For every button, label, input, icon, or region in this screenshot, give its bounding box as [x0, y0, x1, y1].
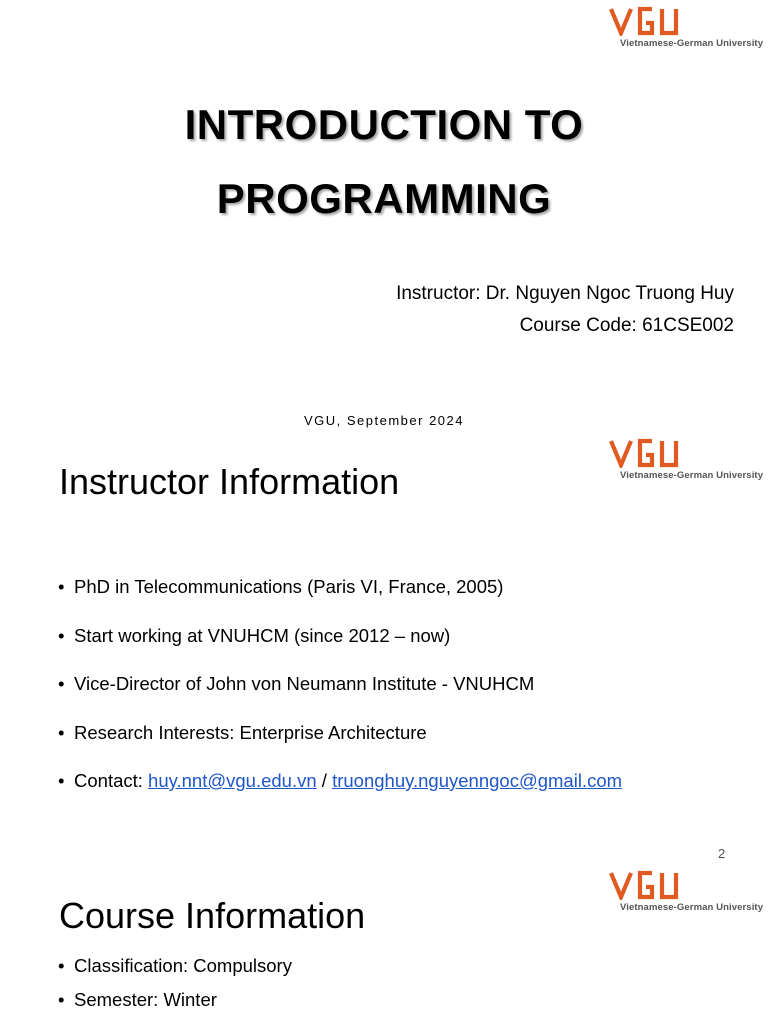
page-title	[0, 88, 768, 236]
instructor-slide	[0, 432, 768, 864]
logo-subtitle: Vietnamese-German University	[620, 38, 764, 49]
contact-label: Contact:	[74, 770, 149, 791]
email-link-vgu[interactable]: huy.nnt@vgu.edu.vn	[148, 770, 317, 791]
list-item: • Classification: Compulsory	[58, 953, 292, 979]
title-line-2: PROGRAMMING	[216, 175, 552, 222]
list-item: • PhD in Telecommunications (Paris VI, France, 2005)	[58, 573, 622, 601]
list-item: • Research Interests: Enterprise Architecture	[58, 719, 622, 747]
vgu-logo	[608, 6, 764, 54]
logo-subtitle: Vietnamese-German University	[620, 902, 764, 913]
instructor-heading: Instructor Information	[59, 461, 400, 502]
list-item: • Start working at VNUHCM (since 2012 – now)	[58, 622, 622, 650]
list-item: • Vice-Director of John von Neumann Institute - VNUHCM	[58, 670, 622, 698]
course-slide	[0, 864, 768, 1024]
course-heading: Course Information	[59, 895, 366, 936]
vgu-logo-icon	[608, 438, 718, 468]
page-number: 2	[718, 846, 726, 861]
instructor-bullets	[58, 573, 622, 816]
course-bullets	[58, 953, 292, 1021]
presentation-date: VGU, September 2024	[303, 413, 465, 428]
instructor-line: Instructor: Dr. Nguyen Ngoc Truong Huy	[396, 283, 734, 304]
course-code-line: Course Code: 61CSE002	[519, 315, 734, 336]
vgu-logo	[608, 870, 764, 918]
email-link-gmail[interactable]: truonghuy.nguyenngoc@gmail.com	[332, 770, 623, 791]
vgu-logo	[608, 438, 764, 486]
title-slide	[0, 0, 768, 432]
course-meta	[396, 278, 734, 342]
logo-subtitle: Vietnamese-German University	[620, 470, 764, 481]
email-separator: /	[316, 770, 333, 791]
list-item: • Semester: Winter	[58, 987, 292, 1013]
vgu-logo-icon	[608, 6, 718, 36]
vgu-logo-icon	[608, 870, 718, 900]
contact-item	[58, 767, 622, 795]
title-line-1: INTRODUCTION TO	[184, 101, 584, 148]
